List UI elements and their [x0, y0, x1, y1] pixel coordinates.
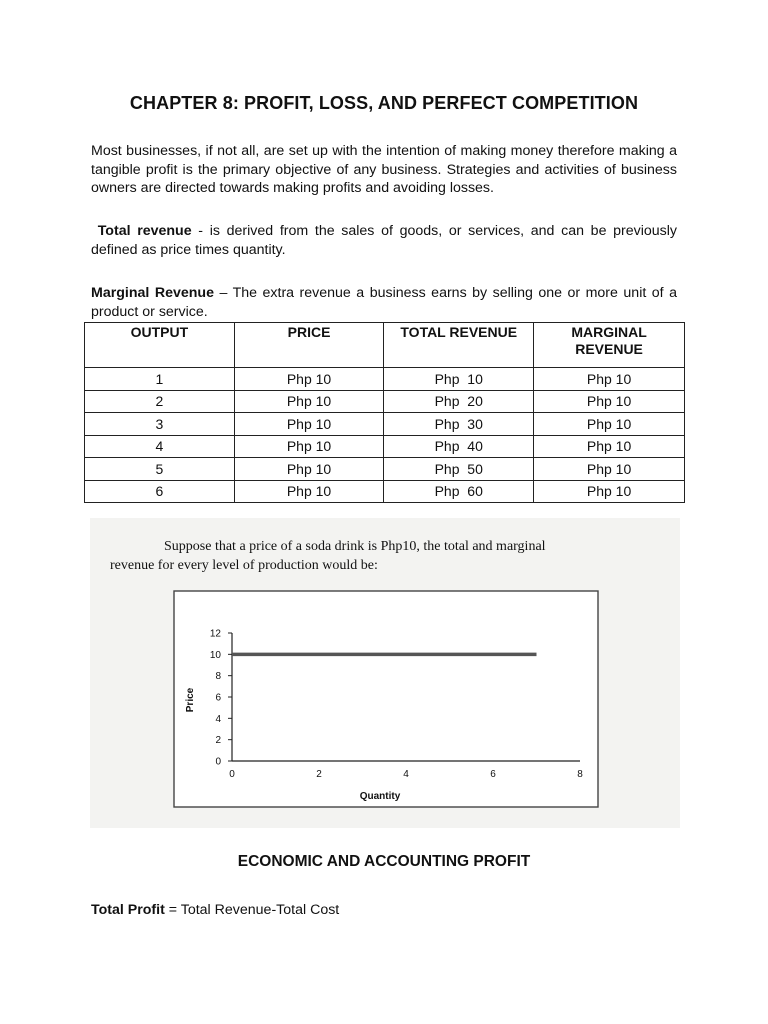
total-revenue-term: Total revenue [97, 223, 192, 239]
marginal-revenue-paragraph [91, 284, 677, 321]
cell-output: 4 [85, 435, 235, 458]
cell-price: Php 10 [234, 458, 384, 481]
cell-total-revenue: Php 20 [384, 390, 534, 413]
cell-output: 2 [85, 390, 235, 413]
intro-paragraph: Most businesses, if not all, are set up with the intention of making money therefore making a tangible profit is the primary objective of any business. Strategies and activities of business owners are directed towards making profits and avoiding losses. [91, 143, 677, 196]
y-axis-label: Price [185, 687, 196, 713]
cell-marginal-revenue: Php 10 [534, 435, 685, 458]
total-revenue-paragraph [91, 222, 677, 259]
cell-total-revenue: Php 10 [384, 368, 534, 391]
y-tick-label: 2 [215, 735, 221, 747]
cell-price: Php 10 [234, 480, 384, 503]
chart-frame [174, 591, 598, 807]
cell-marginal-revenue: Php 10 [534, 480, 685, 503]
y-tick-label: 10 [209, 649, 221, 661]
section-title: ECONOMIC AND ACCOUNTING PROFIT [237, 853, 531, 870]
cell-output: 5 [85, 458, 235, 481]
cell-output: 3 [85, 413, 235, 436]
x-tick-label: 8 [577, 769, 583, 780]
table-row [85, 368, 685, 391]
x-tick-label: 4 [403, 769, 409, 780]
marginal-revenue-definition: – The extra revenue a business earns by selling one or more unit of a product or service. [91, 285, 677, 320]
cell-price: Php 10 [234, 413, 384, 436]
cell-total-revenue: Php 50 [384, 458, 534, 481]
marginal-revenue-term: Marginal Revenue [91, 285, 214, 301]
y-tick-label: 12 [209, 628, 221, 640]
table-row [85, 480, 685, 503]
total-profit-formula [91, 902, 339, 918]
cell-price: Php 10 [234, 390, 384, 413]
table-row [85, 458, 685, 481]
table-row [85, 413, 685, 436]
cell-output: 1 [85, 368, 235, 391]
header-marginal-revenue: MARGINAL REVENUE [534, 323, 685, 368]
cell-total-revenue: Php 30 [384, 413, 534, 436]
header-output: OUTPUT [85, 323, 235, 368]
total-profit-term: Total Profit [91, 902, 165, 918]
cell-marginal-revenue: Php 10 [534, 413, 685, 436]
cell-marginal-revenue: Php 10 [534, 390, 685, 413]
y-tick-label: 6 [215, 692, 221, 704]
x-axis-label: Quantity [359, 791, 401, 802]
table-row [85, 435, 685, 458]
x-tick-label: 2 [316, 769, 322, 780]
figure-caption-line2: revenue for every level of production would be: [110, 558, 378, 573]
cell-marginal-revenue: Php 10 [534, 458, 685, 481]
y-tick-label: 4 [215, 713, 221, 725]
header-total-revenue: TOTAL REVENUE [384, 323, 534, 368]
y-tick-label: 0 [215, 756, 221, 768]
figure-svg [90, 518, 680, 828]
cell-total-revenue: Php 60 [384, 480, 534, 503]
revenue-table [84, 322, 685, 503]
cell-total-revenue: Php 40 [384, 435, 534, 458]
total-revenue-definition: - is derived from the sales of goods, or services, and can be previously defined as price times quantity. [91, 223, 677, 258]
chapter-title: CHAPTER 8: PROFIT, LOSS, AND PERFECT COMPETITION [129, 93, 639, 113]
cell-marginal-revenue: Php 10 [534, 368, 685, 391]
x-tick-label: 6 [490, 769, 496, 780]
x-tick-label: 0 [229, 769, 235, 780]
cell-price: Php 10 [234, 368, 384, 391]
scanned-figure [90, 518, 680, 828]
figure-caption-line1: Suppose that a price of a soda drink is Php10, the total and marginal [164, 539, 546, 554]
table-row [85, 390, 685, 413]
table-header-row [85, 323, 685, 368]
y-tick-label: 8 [215, 671, 221, 683]
total-profit-definition: = Total Revenue-Total Cost [164, 902, 340, 918]
cell-price: Php 10 [234, 435, 384, 458]
header-price: PRICE [234, 323, 384, 368]
cell-output: 6 [85, 480, 235, 503]
